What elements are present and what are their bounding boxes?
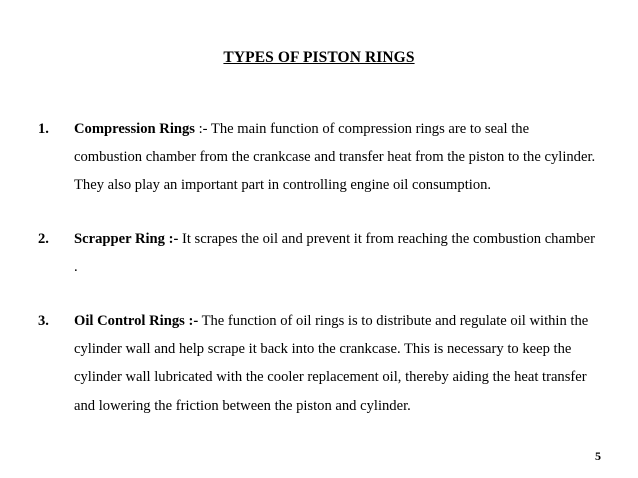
list-item-text: It scrapes the oil and prevent it from reaching the combustion chamber . (74, 231, 595, 276)
list-item-term: Scrapper Ring :- (74, 231, 179, 247)
list-item-text: The function of oil rings is to distribute and regulate oil within the cylinder wall and help scrape it back into the crankcase. This is necessary to keep the cylinder wall lubricated with the cooler replacement oil, thereby aiding the heat transfer and lowering the friction between the piston and cylinder. (74, 313, 589, 414)
slide-title: TYPES OF PISTON RINGS (223, 49, 415, 66)
list-item-term: Oil Control Rings :- (74, 313, 199, 329)
list-item-text: The main function of compression rings are to seal the combustion chamber from the crankcase and transfer heat from the piston to the cylinder. They also play an important part in controlling engine oil consumption. (74, 121, 596, 194)
list-item-number: 1. (38, 121, 49, 137)
page-number: 5 (595, 449, 601, 463)
list-item-separator: :- (194, 121, 211, 137)
list-item-number: 3. (38, 313, 49, 329)
list-item-body (74, 225, 598, 281)
list-item-term: Compression Rings (74, 121, 195, 137)
list-item-compression-rings (38, 115, 598, 200)
list-item-number: 2. (38, 231, 49, 247)
list-item-body (74, 115, 598, 200)
list-item-oil-control-rings (38, 307, 598, 420)
list-item-body (74, 307, 598, 420)
list-item-scrapper-ring (38, 225, 598, 281)
